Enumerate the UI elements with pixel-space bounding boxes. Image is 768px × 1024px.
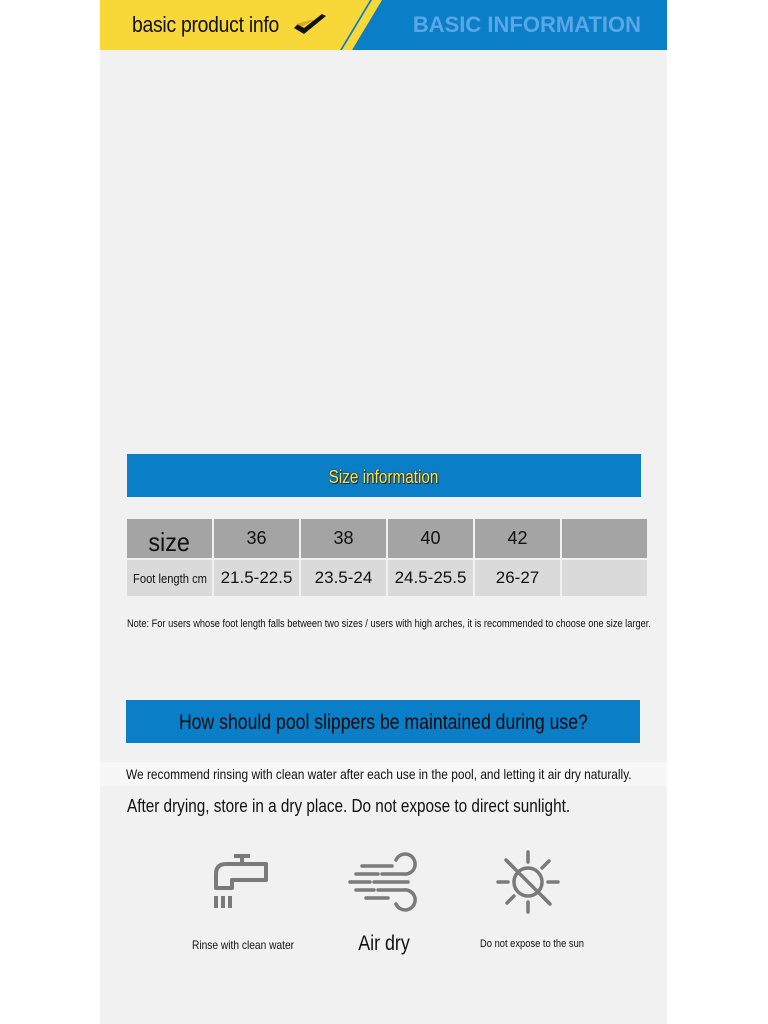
faucet-icon (208, 852, 272, 914)
size-table (125, 519, 649, 596)
header-title: basic product info (132, 12, 280, 37)
size-cell: 38 (301, 519, 386, 558)
size-info-bar (127, 454, 641, 497)
air-dry-label: Air dry (358, 932, 410, 955)
size-cell: 40 (388, 519, 473, 558)
care-instruction-line2: After drying, store in a dry place. Do not expose to direct sunlight. (127, 796, 571, 816)
foot-length-cell: 24.5-25.5 (388, 558, 473, 596)
header-banner (100, 0, 667, 50)
no-sun-icon (496, 850, 560, 914)
header-title-en: BASIC INFORMATION (412, 12, 641, 37)
care-info-title: How should pool slippers be maintained during use? (178, 711, 588, 734)
size-cell: 42 (475, 519, 560, 558)
foot-length-label: Foot length cm (127, 558, 212, 596)
foot-length-cell: 23.5-24 (301, 558, 386, 596)
wind-icon (348, 852, 420, 912)
size-row (127, 519, 647, 558)
swoosh-logo-icon (292, 12, 328, 36)
care-instruction-line1: We recommend rinsing with clean water after each use in the pool, and letting it air dry naturally. (126, 766, 632, 782)
no-sun-label: Do not expose to the sun (480, 938, 584, 950)
foot-length-row (127, 558, 647, 596)
foot-length-cell: 21.5-22.5 (214, 558, 299, 596)
size-cell: 36 (214, 519, 299, 558)
care-info-bar (126, 700, 640, 743)
product-info-page (100, 0, 667, 1024)
size-row-label: size (127, 519, 212, 558)
foot-length-cell: 26-27 (475, 558, 560, 596)
foot-length-cell (562, 558, 647, 596)
size-cell (562, 519, 647, 558)
size-info-title: Size information (329, 467, 439, 487)
rinse-label: Rinse with clean water (191, 938, 295, 952)
size-note: Note: For users whose foot length falls between two sizes / users with high arches, it is recommended to choose one size larger. (127, 618, 651, 630)
